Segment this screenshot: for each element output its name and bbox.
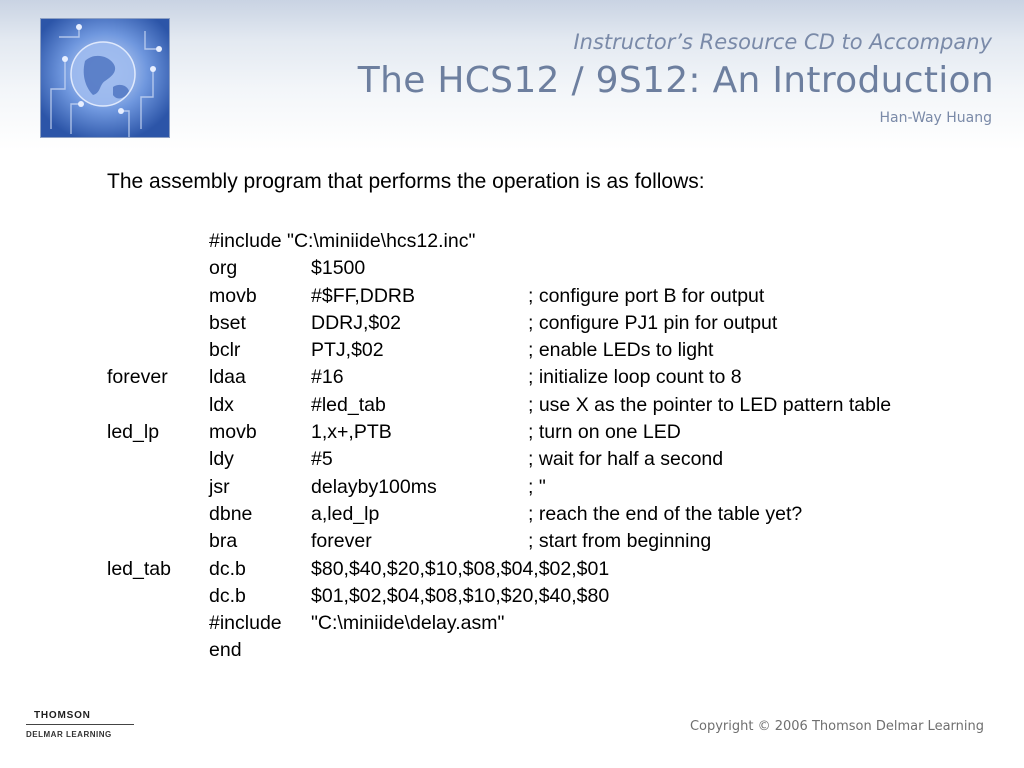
code-operand: 1,x+,PTB <box>311 421 392 444</box>
code-opcode: #include <box>209 612 282 635</box>
code-operand: $01,$02,$04,$08,$10,$20,$40,$80 <box>311 584 610 607</box>
code-operand: a,led_lp <box>311 502 380 525</box>
series-subtitle: Instructor’s Resource CD to Accompany <box>573 30 992 54</box>
code-label: led_tab <box>107 557 171 580</box>
slide-header <box>0 0 1024 150</box>
code-opcode: ldx <box>209 393 234 416</box>
code-operand: "C:\miniide\delay.asm" <box>311 612 505 635</box>
code-opcode: bclr <box>209 339 241 362</box>
code-opcode: org <box>209 257 238 280</box>
code-operand: $1500 <box>311 257 366 280</box>
code-opcode: dc.b <box>209 584 246 607</box>
code-opcode: movb <box>209 421 257 444</box>
code-opcode: end <box>209 639 242 662</box>
code-label: led_lp <box>107 421 160 444</box>
code-operand: $80,$40,$20,$10,$08,$04,$02,$01 <box>311 557 610 580</box>
code-operand: #led_tab <box>311 393 386 416</box>
publisher-name: THOMSON <box>34 710 91 721</box>
code-operand: #16 <box>311 366 344 389</box>
code-comment: ; initialize loop count to 8 <box>528 366 742 389</box>
code-opcode: jsr <box>209 475 230 498</box>
author-name: Han-Way Huang <box>879 110 992 126</box>
code-opcode: ldaa <box>209 366 246 389</box>
code-comment: ; " <box>528 475 546 498</box>
code-comment: ; enable LEDs to light <box>528 339 714 362</box>
code-directive: #include "C:\miniide\hcs12.inc" <box>209 230 476 252</box>
code-operand: delayby100ms <box>311 475 437 498</box>
code-operand: #5 <box>311 448 333 471</box>
code-opcode: dbne <box>209 502 253 525</box>
publisher-subname: DELMAR LEARNING <box>26 730 112 739</box>
thomson-logo-icon <box>24 708 136 742</box>
code-comment: ; configure PJ1 pin for output <box>528 311 778 334</box>
code-operand: DDRJ,$02 <box>311 311 401 334</box>
code-operand: forever <box>311 530 372 553</box>
slide-intro-text: The assembly program that performs the operation is as follows: <box>107 170 705 193</box>
code-opcode: bra <box>209 530 238 553</box>
code-comment: ; use X as the pointer to LED pattern table <box>528 393 892 416</box>
code-comment: ; reach the end of the table yet? <box>528 502 803 525</box>
code-operand: PTJ,$02 <box>311 339 384 362</box>
copyright-notice: Copyright © 2006 Thomson Delmar Learning <box>689 719 984 734</box>
code-comment: ; wait for half a second <box>528 448 724 471</box>
code-opcode: dc.b <box>209 557 246 580</box>
code-comment: ; turn on one LED <box>528 421 681 444</box>
code-opcode: movb <box>209 284 257 307</box>
globe-circuit-logo-icon <box>40 18 170 138</box>
code-comment: ; configure port B for output <box>528 284 765 307</box>
code-label: forever <box>107 366 168 389</box>
code-comment: ; start from beginning <box>528 530 712 553</box>
publisher-rule <box>26 724 134 725</box>
code-opcode: bset <box>209 311 246 334</box>
book-title: The HCS12 / 9S12: An Introduction <box>357 60 994 101</box>
code-operand: #$FF,DDRB <box>311 284 416 307</box>
code-opcode: ldy <box>209 448 234 471</box>
